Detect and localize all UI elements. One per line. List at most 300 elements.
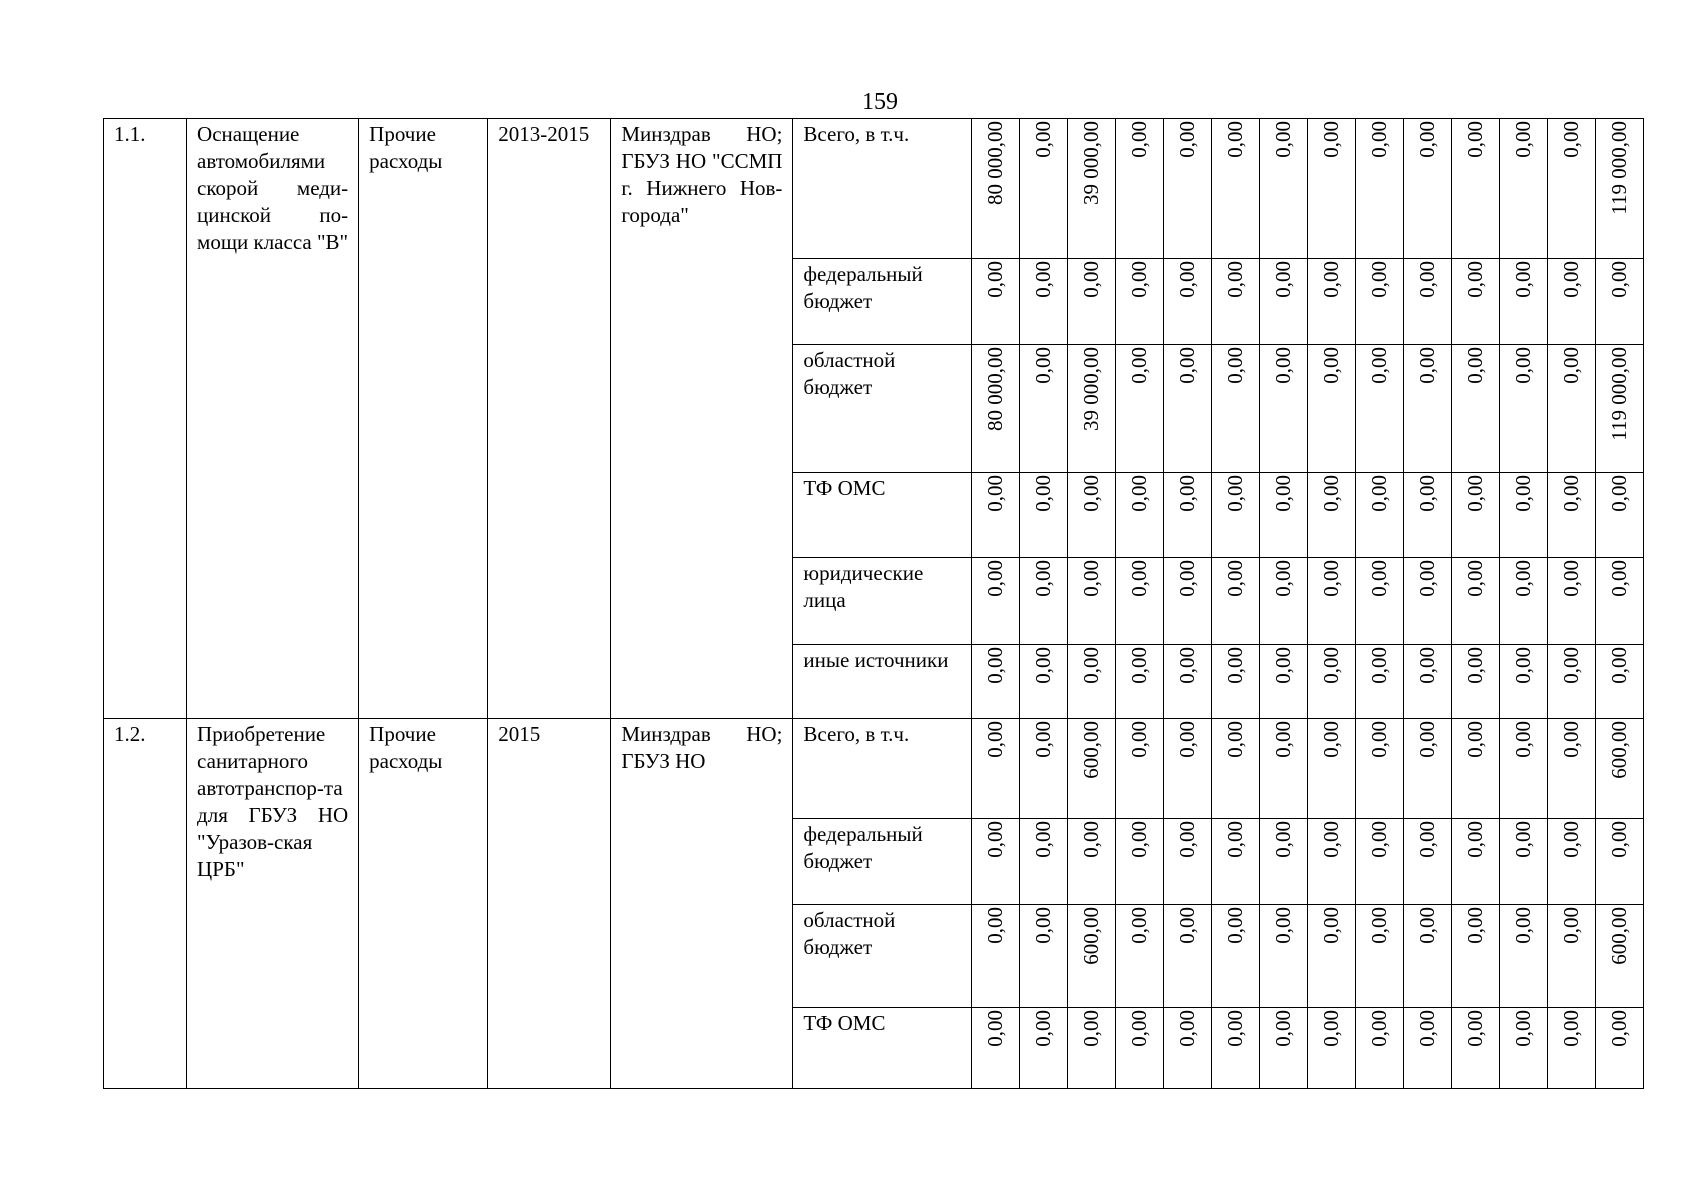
amount-value: 0,00 bbox=[1607, 560, 1632, 597]
amount-value: 0,00 bbox=[1319, 475, 1344, 512]
amount-value: 0,00 bbox=[1463, 347, 1488, 384]
amount-cell bbox=[1403, 645, 1451, 719]
expense-type: Прочие расходы bbox=[359, 119, 488, 719]
amount-value: 0,00 bbox=[1127, 475, 1152, 512]
amount-cell bbox=[1067, 259, 1115, 345]
amount-cell bbox=[1403, 719, 1451, 819]
amount-cell bbox=[1115, 119, 1163, 259]
amount-cell bbox=[1067, 119, 1115, 259]
amount-value: 0,00 bbox=[1271, 647, 1296, 684]
amount-cell bbox=[1019, 473, 1067, 558]
amount-value: 0,00 bbox=[1511, 261, 1536, 298]
amount-cell bbox=[1355, 473, 1403, 558]
amount-value: 119 000,00 bbox=[1607, 121, 1632, 215]
table-row bbox=[104, 119, 1644, 259]
amount-value: 80 000,00 bbox=[983, 347, 1008, 431]
amount-value: 0,00 bbox=[1511, 560, 1536, 597]
amount-value: 0,00 bbox=[1175, 121, 1200, 158]
amount-value: 0,00 bbox=[1463, 821, 1488, 858]
amount-value: 0,00 bbox=[1415, 347, 1440, 384]
amount-cell bbox=[1019, 905, 1067, 1008]
page-number: 159 bbox=[862, 89, 898, 115]
amount-cell bbox=[1547, 119, 1595, 259]
funding-source: ТФ ОМС bbox=[793, 1008, 971, 1089]
amount-value: 0,00 bbox=[1271, 261, 1296, 298]
amount-value: 0,00 bbox=[983, 907, 1008, 944]
amount-value: 0,00 bbox=[1223, 721, 1248, 758]
amount-cell bbox=[1499, 259, 1547, 345]
funding-source: Всего, в т.ч. bbox=[793, 119, 971, 259]
amount-value: 0,00 bbox=[1175, 821, 1200, 858]
amount-value: 0,00 bbox=[1079, 560, 1104, 597]
amount-value: 0,00 bbox=[1607, 821, 1632, 858]
funding-source: областной бюджет bbox=[793, 905, 971, 1008]
amount-value: 0,00 bbox=[1559, 721, 1584, 758]
amount-value: 0,00 bbox=[1319, 121, 1344, 158]
amount-cell bbox=[1067, 905, 1115, 1008]
amount-cell bbox=[1451, 345, 1499, 473]
amount-cell bbox=[1355, 1008, 1403, 1089]
amount-value: 0,00 bbox=[1415, 475, 1440, 512]
amount-value: 0,00 bbox=[1367, 647, 1392, 684]
amount-value: 0,00 bbox=[1271, 121, 1296, 158]
amount-cell bbox=[1547, 905, 1595, 1008]
amount-value: 0,00 bbox=[1367, 907, 1392, 944]
amount-value: 0,00 bbox=[1175, 721, 1200, 758]
table-row bbox=[104, 719, 1644, 819]
amount-cell bbox=[1211, 345, 1259, 473]
amount-value: 0,00 bbox=[1319, 560, 1344, 597]
amount-cell bbox=[1403, 1008, 1451, 1089]
amount-cell bbox=[1211, 558, 1259, 645]
amount-cell bbox=[1403, 119, 1451, 259]
amount-value: 0,00 bbox=[1415, 121, 1440, 158]
amount-value: 0,00 bbox=[1031, 721, 1056, 758]
amount-cell bbox=[1451, 119, 1499, 259]
amount-cell bbox=[1403, 819, 1451, 905]
amount-cell bbox=[971, 345, 1019, 473]
amount-cell bbox=[1451, 1008, 1499, 1089]
amount-cell bbox=[1259, 645, 1307, 719]
executor: Минздрав НО; ГБУЗ НО "ССМП г. Нижнего Нов-города" bbox=[611, 119, 793, 719]
expense-type: Прочие расходы bbox=[359, 719, 488, 1089]
amount-value: 80 000,00 bbox=[983, 121, 1008, 205]
amount-value: 0,00 bbox=[1223, 1010, 1248, 1047]
amount-cell bbox=[1115, 1008, 1163, 1089]
amount-value: 0,00 bbox=[1559, 475, 1584, 512]
amount-value: 0,00 bbox=[1367, 1010, 1392, 1047]
amount-value: 0,00 bbox=[1415, 907, 1440, 944]
amount-cell bbox=[1307, 819, 1355, 905]
amount-cell bbox=[1499, 558, 1547, 645]
amount-value: 0,00 bbox=[1127, 560, 1152, 597]
amount-value: 0,00 bbox=[1415, 647, 1440, 684]
amount-cell bbox=[1595, 473, 1643, 558]
amount-cell bbox=[1499, 473, 1547, 558]
amount-cell bbox=[1211, 119, 1259, 259]
amount-cell bbox=[1403, 259, 1451, 345]
amount-cell bbox=[1595, 719, 1643, 819]
amount-value: 0,00 bbox=[1271, 821, 1296, 858]
amount-value: 0,00 bbox=[1415, 261, 1440, 298]
amount-value: 0,00 bbox=[1367, 721, 1392, 758]
amount-value: 0,00 bbox=[1175, 560, 1200, 597]
measure-name: Приобретение санитарного автотранспор-та для ГБУЗ НО "Уразов-ская ЦРБ" bbox=[187, 719, 359, 1089]
amount-value: 0,00 bbox=[1127, 721, 1152, 758]
amount-cell bbox=[1259, 819, 1307, 905]
amount-value: 0,00 bbox=[1223, 821, 1248, 858]
amount-cell bbox=[1307, 345, 1355, 473]
amount-cell bbox=[1163, 645, 1211, 719]
amount-value: 0,00 bbox=[1559, 1010, 1584, 1047]
amount-cell bbox=[1019, 345, 1067, 473]
amount-value: 0,00 bbox=[1607, 647, 1632, 684]
amount-cell bbox=[1595, 645, 1643, 719]
amount-value: 0,00 bbox=[983, 475, 1008, 512]
amount-value: 0,00 bbox=[1223, 475, 1248, 512]
amount-value: 0,00 bbox=[1607, 1010, 1632, 1047]
amount-cell bbox=[971, 719, 1019, 819]
amount-cell bbox=[1115, 473, 1163, 558]
amount-value: 0,00 bbox=[1079, 475, 1104, 512]
amount-cell bbox=[1451, 259, 1499, 345]
amount-value: 0,00 bbox=[1463, 560, 1488, 597]
amount-value: 0,00 bbox=[1559, 907, 1584, 944]
amount-cell bbox=[1499, 119, 1547, 259]
amount-value: 0,00 bbox=[983, 261, 1008, 298]
amount-value: 0,00 bbox=[983, 721, 1008, 758]
amount-value: 0,00 bbox=[1271, 721, 1296, 758]
amount-cell bbox=[1163, 473, 1211, 558]
amount-cell bbox=[1499, 645, 1547, 719]
amount-value: 0,00 bbox=[1463, 1010, 1488, 1047]
amount-cell bbox=[1355, 645, 1403, 719]
amount-value: 0,00 bbox=[1031, 560, 1056, 597]
amount-value: 0,00 bbox=[1223, 121, 1248, 158]
amount-value: 600,00 bbox=[1079, 721, 1104, 779]
amount-cell bbox=[1163, 905, 1211, 1008]
amount-value: 0,00 bbox=[1127, 1010, 1152, 1047]
amount-cell bbox=[1547, 345, 1595, 473]
amount-value: 0,00 bbox=[1127, 121, 1152, 158]
section-number: 1.2. bbox=[104, 719, 187, 1089]
amount-cell bbox=[1259, 719, 1307, 819]
amount-cell bbox=[1307, 473, 1355, 558]
amount-cell bbox=[1163, 719, 1211, 819]
amount-cell bbox=[1451, 558, 1499, 645]
amount-cell bbox=[1595, 905, 1643, 1008]
amount-value: 0,00 bbox=[1031, 647, 1056, 684]
amount-value: 0,00 bbox=[1463, 121, 1488, 158]
funding-table bbox=[103, 118, 1644, 1089]
amount-value: 39 000,00 bbox=[1079, 121, 1104, 205]
amount-value: 0,00 bbox=[1079, 261, 1104, 298]
amount-cell bbox=[1307, 905, 1355, 1008]
amount-cell bbox=[1067, 345, 1115, 473]
amount-cell bbox=[1259, 558, 1307, 645]
amount-value: 0,00 bbox=[983, 1010, 1008, 1047]
amount-cell bbox=[1355, 259, 1403, 345]
amount-value: 0,00 bbox=[1031, 261, 1056, 298]
measure-name: Оснащение автомобилями скорой меди-цинской по-мощи класса "В" bbox=[187, 119, 359, 719]
amount-cell bbox=[1403, 905, 1451, 1008]
funding-source: Всего, в т.ч. bbox=[793, 719, 971, 819]
amount-value: 0,00 bbox=[1511, 1010, 1536, 1047]
amount-cell bbox=[1163, 558, 1211, 645]
amount-value: 0,00 bbox=[1415, 721, 1440, 758]
amount-cell bbox=[971, 259, 1019, 345]
amount-cell bbox=[1595, 1008, 1643, 1089]
amount-value: 0,00 bbox=[1559, 261, 1584, 298]
amount-value: 600,00 bbox=[1607, 721, 1632, 779]
amount-cell bbox=[1211, 259, 1259, 345]
amount-cell bbox=[1259, 473, 1307, 558]
amount-cell bbox=[1019, 645, 1067, 719]
amount-cell bbox=[971, 473, 1019, 558]
amount-value: 0,00 bbox=[1223, 347, 1248, 384]
funding-source: федеральный бюджет bbox=[793, 819, 971, 905]
amount-cell bbox=[1115, 259, 1163, 345]
amount-value: 0,00 bbox=[1175, 1010, 1200, 1047]
amount-value: 0,00 bbox=[1511, 821, 1536, 858]
amount-value: 0,00 bbox=[1271, 560, 1296, 597]
amount-value: 0,00 bbox=[1223, 560, 1248, 597]
amount-cell bbox=[1067, 819, 1115, 905]
funding-source: юридические лица bbox=[793, 558, 971, 645]
amount-value: 0,00 bbox=[1511, 907, 1536, 944]
amount-value: 0,00 bbox=[983, 821, 1008, 858]
amount-value: 0,00 bbox=[1319, 821, 1344, 858]
amount-cell bbox=[1115, 645, 1163, 719]
amount-value: 0,00 bbox=[1415, 560, 1440, 597]
amount-value: 0,00 bbox=[1175, 907, 1200, 944]
amount-value: 0,00 bbox=[1367, 121, 1392, 158]
amount-cell bbox=[1355, 345, 1403, 473]
funding-source: иные источники bbox=[793, 645, 971, 719]
amount-value: 0,00 bbox=[1319, 1010, 1344, 1047]
amount-value: 0,00 bbox=[1031, 121, 1056, 158]
amount-cell bbox=[1211, 1008, 1259, 1089]
amount-value: 0,00 bbox=[1559, 121, 1584, 158]
amount-value: 0,00 bbox=[1271, 907, 1296, 944]
amount-cell bbox=[1211, 645, 1259, 719]
amount-value: 0,00 bbox=[1511, 475, 1536, 512]
amount-value: 0,00 bbox=[1367, 261, 1392, 298]
amount-cell bbox=[971, 905, 1019, 1008]
amount-value: 0,00 bbox=[1223, 261, 1248, 298]
amount-cell bbox=[1499, 345, 1547, 473]
amount-value: 0,00 bbox=[1463, 647, 1488, 684]
amount-value: 0,00 bbox=[1223, 907, 1248, 944]
amount-cell bbox=[1355, 819, 1403, 905]
funding-source: федеральный бюджет bbox=[793, 259, 971, 345]
amount-cell bbox=[1355, 905, 1403, 1008]
amount-cell bbox=[1451, 473, 1499, 558]
amount-cell bbox=[1403, 345, 1451, 473]
amount-value: 0,00 bbox=[1463, 261, 1488, 298]
amount-cell bbox=[1499, 819, 1547, 905]
amount-cell bbox=[1115, 558, 1163, 645]
amount-value: 0,00 bbox=[983, 647, 1008, 684]
amount-value: 0,00 bbox=[1079, 647, 1104, 684]
amount-value: 0,00 bbox=[1175, 261, 1200, 298]
funding-source: ТФ ОМС bbox=[793, 473, 971, 558]
amount-value: 0,00 bbox=[1031, 821, 1056, 858]
amount-cell bbox=[1259, 1008, 1307, 1089]
amount-cell bbox=[1547, 645, 1595, 719]
amount-cell bbox=[1211, 905, 1259, 1008]
amount-cell bbox=[1067, 473, 1115, 558]
amount-cell bbox=[1211, 819, 1259, 905]
amount-cell bbox=[1403, 473, 1451, 558]
amount-cell bbox=[1211, 473, 1259, 558]
amount-cell bbox=[971, 819, 1019, 905]
amount-value: 0,00 bbox=[1319, 721, 1344, 758]
amount-cell bbox=[1259, 905, 1307, 1008]
amount-cell bbox=[1307, 1008, 1355, 1089]
amount-value: 0,00 bbox=[1607, 261, 1632, 298]
amount-value: 0,00 bbox=[1319, 261, 1344, 298]
amount-cell bbox=[1355, 119, 1403, 259]
amount-cell bbox=[1547, 473, 1595, 558]
amount-cell bbox=[1163, 1008, 1211, 1089]
amount-value: 0,00 bbox=[1031, 1010, 1056, 1047]
amount-cell bbox=[1547, 259, 1595, 345]
amount-cell bbox=[1163, 259, 1211, 345]
amount-value: 0,00 bbox=[1271, 475, 1296, 512]
amount-cell bbox=[1067, 1008, 1115, 1089]
amount-cell bbox=[1163, 119, 1211, 259]
amount-cell bbox=[1355, 558, 1403, 645]
amount-value: 0,00 bbox=[1559, 821, 1584, 858]
amount-value: 0,00 bbox=[1415, 1010, 1440, 1047]
amount-cell bbox=[1595, 259, 1643, 345]
amount-cell bbox=[1451, 905, 1499, 1008]
amount-cell bbox=[1019, 1008, 1067, 1089]
amount-cell bbox=[1595, 345, 1643, 473]
amount-cell bbox=[1067, 719, 1115, 819]
amount-value: 119 000,00 bbox=[1607, 347, 1632, 441]
amount-cell bbox=[1163, 345, 1211, 473]
amount-cell bbox=[1547, 558, 1595, 645]
amount-value: 0,00 bbox=[1175, 475, 1200, 512]
amount-value: 0,00 bbox=[1367, 475, 1392, 512]
amount-cell bbox=[1067, 558, 1115, 645]
amount-cell bbox=[1307, 719, 1355, 819]
amount-value: 0,00 bbox=[1559, 560, 1584, 597]
amount-cell bbox=[1259, 119, 1307, 259]
executor: Минздрав НО; ГБУЗ НО bbox=[611, 719, 793, 1089]
section-number: 1.1. bbox=[104, 119, 187, 719]
amount-value: 0,00 bbox=[1031, 907, 1056, 944]
amount-cell bbox=[1115, 905, 1163, 1008]
amount-value: 0,00 bbox=[1127, 907, 1152, 944]
amount-value: 0,00 bbox=[1559, 647, 1584, 684]
amount-cell bbox=[1211, 719, 1259, 819]
amount-value: 0,00 bbox=[1319, 347, 1344, 384]
amount-value: 600,00 bbox=[1607, 907, 1632, 965]
amount-cell bbox=[1499, 719, 1547, 819]
amount-cell bbox=[1115, 345, 1163, 473]
amount-cell bbox=[1547, 819, 1595, 905]
amount-cell bbox=[971, 645, 1019, 719]
amount-cell bbox=[1451, 645, 1499, 719]
amount-cell bbox=[1307, 259, 1355, 345]
amount-cell bbox=[1307, 558, 1355, 645]
amount-value: 0,00 bbox=[1511, 721, 1536, 758]
amount-value: 0,00 bbox=[1031, 347, 1056, 384]
amount-cell bbox=[1067, 645, 1115, 719]
amount-value: 0,00 bbox=[1415, 821, 1440, 858]
implementation-period: 2013-2015 bbox=[488, 119, 611, 719]
amount-value: 39 000,00 bbox=[1079, 347, 1104, 431]
amount-value: 0,00 bbox=[1271, 347, 1296, 384]
amount-cell bbox=[1259, 259, 1307, 345]
amount-cell bbox=[1115, 719, 1163, 819]
amount-value: 600,00 bbox=[1079, 907, 1104, 965]
amount-value: 0,00 bbox=[1223, 647, 1248, 684]
amount-cell bbox=[1595, 819, 1643, 905]
amount-value: 0,00 bbox=[1511, 121, 1536, 158]
amount-value: 0,00 bbox=[1319, 647, 1344, 684]
amount-cell bbox=[1547, 1008, 1595, 1089]
implementation-period: 2015 bbox=[488, 719, 611, 1089]
amount-cell bbox=[1403, 558, 1451, 645]
amount-value: 0,00 bbox=[1271, 1010, 1296, 1047]
amount-cell bbox=[1019, 259, 1067, 345]
amount-value: 0,00 bbox=[1463, 475, 1488, 512]
amount-cell bbox=[1019, 819, 1067, 905]
funding-source: областной бюджет bbox=[793, 345, 971, 473]
amount-cell bbox=[1115, 819, 1163, 905]
amount-cell bbox=[1163, 819, 1211, 905]
amount-value: 0,00 bbox=[1463, 907, 1488, 944]
amount-cell bbox=[1307, 645, 1355, 719]
amount-cell bbox=[1019, 119, 1067, 259]
amount-value: 0,00 bbox=[1607, 475, 1632, 512]
amount-value: 0,00 bbox=[1463, 721, 1488, 758]
amount-cell bbox=[1451, 719, 1499, 819]
amount-cell bbox=[971, 558, 1019, 645]
amount-value: 0,00 bbox=[1175, 347, 1200, 384]
amount-cell bbox=[1019, 719, 1067, 819]
amount-value: 0,00 bbox=[1511, 347, 1536, 384]
amount-cell bbox=[1595, 119, 1643, 259]
amount-value: 0,00 bbox=[1367, 347, 1392, 384]
amount-cell bbox=[1307, 119, 1355, 259]
amount-value: 0,00 bbox=[983, 560, 1008, 597]
amount-value: 0,00 bbox=[1127, 821, 1152, 858]
amount-value: 0,00 bbox=[1127, 347, 1152, 384]
amount-value: 0,00 bbox=[1127, 647, 1152, 684]
amount-cell bbox=[971, 119, 1019, 259]
amount-cell bbox=[971, 1008, 1019, 1089]
amount-value: 0,00 bbox=[1559, 347, 1584, 384]
amount-cell bbox=[1019, 558, 1067, 645]
amount-value: 0,00 bbox=[1367, 821, 1392, 858]
amount-cell bbox=[1595, 558, 1643, 645]
amount-value: 0,00 bbox=[1511, 647, 1536, 684]
amount-cell bbox=[1355, 719, 1403, 819]
amount-value: 0,00 bbox=[1031, 475, 1056, 512]
amount-cell bbox=[1259, 345, 1307, 473]
amount-cell bbox=[1451, 819, 1499, 905]
amount-value: 0,00 bbox=[1175, 647, 1200, 684]
amount-value: 0,00 bbox=[1079, 821, 1104, 858]
amount-cell bbox=[1499, 905, 1547, 1008]
amount-cell bbox=[1499, 1008, 1547, 1089]
amount-cell bbox=[1547, 719, 1595, 819]
